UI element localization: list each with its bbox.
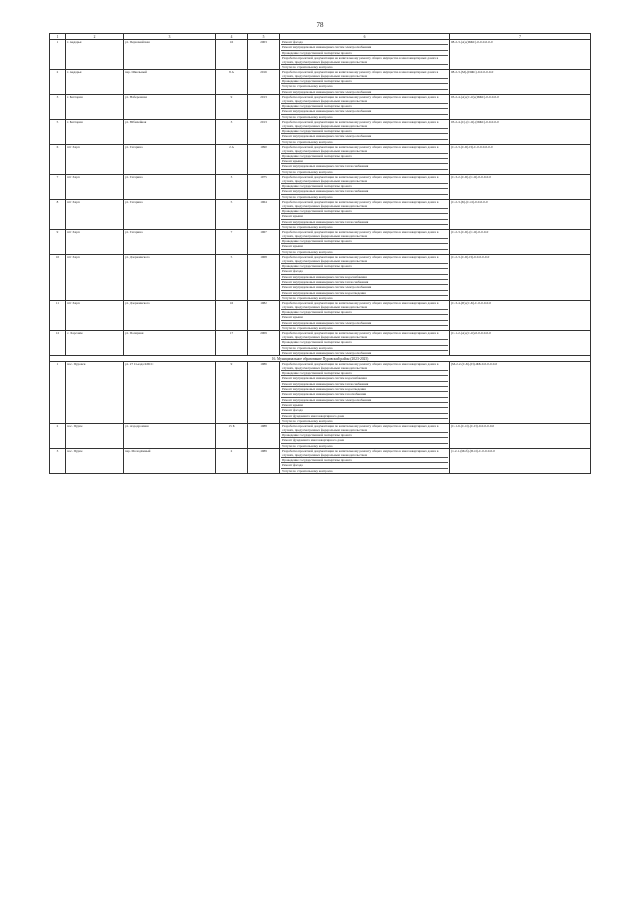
year-cell: 1967	[248, 230, 280, 255]
street-cell: ул. Гагарина	[124, 230, 216, 255]
street-cell: ул. Гагарина	[124, 175, 216, 200]
column-header: 3	[124, 34, 216, 40]
code-cell: (С-2-3-(С-Б)-П)-0-0-0-0-0-0	[450, 255, 591, 301]
house-number-cell: 2	[216, 449, 248, 474]
year-cell: 1982	[248, 301, 280, 331]
year-cell: 1968	[248, 255, 280, 301]
street-cell: ул. Юбилейная	[124, 119, 216, 144]
row-number: 10	[50, 255, 66, 301]
work-type-item: Ремонт крыши	[281, 159, 448, 164]
work-types-cell	[280, 230, 450, 255]
work-types-cell	[280, 175, 450, 200]
street-cell: ул. Набережная	[124, 95, 216, 120]
settlement-cell: г. Бахтарин	[66, 95, 124, 120]
work-types-cell	[280, 449, 450, 474]
table-row	[50, 40, 591, 70]
table-row	[50, 424, 591, 449]
work-type-item: Услуги по строительному контролю	[281, 346, 448, 351]
work-type-item: Услуги по строительному контролю	[282, 249, 333, 254]
work-type-item: Разработка проектной документации по капитальному ремонту общего имущества в многоквартирных домах в случаях, предусмотренных федеральным законодательством	[281, 449, 448, 458]
code-cell: (С-2-3-(Б)-(С-О)-0-0-0-0-0	[450, 199, 591, 229]
street-cell: ул. Дзержинского	[124, 255, 216, 301]
year-cell: 2003	[248, 40, 280, 70]
work-types-cell	[280, 144, 450, 174]
work-types-cell	[280, 255, 450, 301]
code-cell: (С-2-3-(С-Б)-П)-С-0-0-0-0-0-0	[450, 144, 591, 174]
work-types-cell	[280, 40, 450, 70]
house-number-cell: 8 А	[216, 70, 248, 95]
work-type-item: Ремонт крыши	[281, 214, 448, 219]
work-type-item: Ремонт внутридомовых инженерных систем теплоснабжения	[281, 164, 448, 169]
page-number: 78	[316, 21, 324, 29]
row-number: 2	[50, 424, 66, 449]
code-cell: 03-2-4-(А)-(С-О)-(ИЖС)-0-0-0-0-0	[450, 95, 591, 120]
work-type-item: Ремонт фасада	[281, 463, 448, 468]
house-number-cell: 16	[216, 40, 248, 70]
street-cell: ул. Первомайская	[124, 40, 216, 70]
work-type-item: Ремонт внутридомовых инженерных систем водоснабжения	[281, 275, 448, 280]
work-type-item: Услуги по строительному контролю	[282, 468, 333, 473]
house-number-cell: 9	[216, 95, 248, 120]
row-number: 8	[50, 199, 66, 229]
work-type-item: Услуги по строительному контролю	[282, 325, 333, 330]
street-cell: ул. Гагарина	[124, 144, 216, 174]
year-cell: 2013	[248, 95, 280, 120]
house-number-cell: 3	[216, 175, 248, 200]
row-number: 3	[50, 449, 66, 474]
work-type-item: Ремонт внутридомовых инженерных систем теплоснабжения	[281, 189, 448, 194]
work-type-item: Ремонт внутридомовых инженерных систем теплоснабжения	[281, 280, 448, 285]
table-row	[50, 230, 591, 255]
house-number-cell: 16	[216, 301, 248, 331]
work-type-item: Проведение государственной экспертизы проекта	[281, 433, 448, 438]
work-type-item: Разработка проектной документации по капитальному ремонту общего имущества в многоквартирных домах в случаях, предусмотренных федеральным законодательством	[281, 424, 448, 433]
work-types-cell	[280, 199, 450, 229]
column-header: 4	[216, 34, 248, 40]
work-types-cell	[280, 331, 450, 356]
settlement-cell: пгт Харп	[66, 144, 124, 174]
code-cell: (С-3-2-(С-Б)-(С-О)-0-0-0-0-0	[450, 175, 591, 200]
year-cell: 2009	[248, 331, 280, 356]
table-row	[50, 301, 591, 331]
table-row	[50, 70, 591, 95]
house-number-cell: 2 А	[216, 144, 248, 174]
work-type-item: Проведение государственной экспертизы проекта	[281, 209, 448, 214]
work-types-cell	[280, 119, 450, 144]
code-cell: (С-1-6-(С-О)-(С-П)-0-0-0-0-0-0	[450, 424, 591, 449]
work-type-item: Услуги по строительному контролю	[282, 114, 333, 119]
year-cell: 1986	[248, 362, 280, 424]
work-type-item: Разработка проектной документации на капитальному ремонту общего имущества в многоквартирных домах в случаях, предусмотренных федеральным законодательством	[281, 56, 448, 65]
street-cell: пер. Школьный	[124, 70, 216, 95]
work-type-item: Проведение государственной экспертизы проекта	[281, 129, 448, 134]
work-type-item: Проведение государственной экспертизы проекта	[281, 239, 448, 244]
work-type-item: Ремонт фасада	[281, 408, 448, 413]
work-type-item: Услуги по строительному контролю	[282, 295, 333, 300]
street-cell: ул. 27 Съезда КПСС	[124, 362, 216, 424]
work-type-item: Проведение государственной экспертизы проекта	[281, 51, 448, 56]
row-number: 9	[50, 230, 66, 255]
column-header: 2	[66, 34, 124, 40]
settlement-cell: г. Ақдарья	[66, 70, 124, 95]
work-type-item: Разработка проектной документации по капитальному ремонту общего имущества в многоквартирных домах в случаях, предусмотренных федеральным законодательством	[281, 120, 448, 129]
work-type-item: Услуги по строительному контролю	[281, 84, 448, 89]
code-cell: (М-2-2-(С-Б)-(П)-ЖБ-0-0-0-0-0-0	[450, 362, 591, 424]
settlement-cell: пгт Харп	[66, 199, 124, 229]
work-type-item: Ремонт внутридомовых инженерных систем электроснабжения	[282, 89, 372, 94]
house-number-cell: 15 Б	[216, 424, 248, 449]
work-type-item: Услуги по строительному контролю	[282, 443, 333, 448]
column-header: 1	[50, 34, 66, 40]
work-type-item: Проведение государственной экспертизы проекта	[281, 104, 448, 109]
code-cell: 03-2-4-(С)-(С-О)-(ИЖС)-0-0-0-0-0	[450, 119, 591, 144]
work-type-item: Ремонт фундамента многоквартирного дома	[281, 414, 448, 419]
work-type-item: Ремонт фундамента многоквартирного дома	[281, 438, 448, 443]
table-row	[50, 362, 591, 424]
table-row	[50, 331, 591, 356]
house-number-cell: 17	[216, 331, 248, 356]
work-type-item: Проведение государственной экспертизы проекта	[281, 154, 448, 159]
work-types-cell	[280, 70, 450, 95]
work-type-item: Ремонт крыши	[281, 403, 448, 408]
work-types-cell	[280, 362, 450, 424]
table-row	[50, 175, 591, 200]
work-type-item: Услуги по строительному контролю	[282, 224, 333, 229]
work-type-item: Ремонт внутридомовых инженерных систем электроснабжения	[281, 321, 448, 326]
settlement-cell: пос. Пуровск	[66, 362, 124, 424]
work-type-item: Ремонт фасада	[281, 40, 448, 45]
table-row	[50, 119, 591, 144]
house-number-cell: 3	[216, 119, 248, 144]
registry-body	[50, 40, 591, 474]
work-type-item: Ремонт внутридомовых инженерных систем водоотведения	[281, 291, 448, 296]
work-type-item: Разработка проектной документации по капитальному ремонту общего имущества в многоквартирных домах в случаях, предусмотренных федеральным законодательством	[281, 255, 448, 264]
settlement-cell: пгт Харп	[66, 175, 124, 200]
work-type-item: Ремонт внутридомовых инженерных систем теплоснабжения	[281, 220, 448, 225]
work-type-item: Ремонт внутридомовых инженерных систем теплоснабжения	[281, 382, 448, 387]
work-type-item: Ремонт внутридомовых инженерных систем электроснабжения	[282, 350, 372, 355]
work-type-item: Ремонт внутридомовых инженерных систем газоснабжения	[281, 392, 448, 397]
work-type-item: Проведение государственной экспертизы проекта	[281, 458, 448, 463]
house-number-cell: 5	[216, 255, 248, 301]
work-type-item: Разработка проектной документации по капитальному ремонту общего имущества в многоквартирных домах в случаях, предусмотренных федеральным законодательством	[281, 362, 448, 371]
code-cell: (1-2-1-(Моб)-(П-О)-С-0-0-0-0-0	[450, 449, 591, 474]
settlement-cell: г. Бахтарин	[66, 119, 124, 144]
code-cell: 08-2-3-(М)-(ИЖС)-0-0-0-0-0-0	[450, 70, 591, 95]
work-types-cell	[280, 301, 450, 331]
work-type-item: Услуги по строительному контролю	[282, 418, 333, 423]
street-cell: ул. Гагарина	[124, 199, 216, 229]
row-number: 12	[50, 331, 66, 356]
work-type-item: Проведение государственной экспертизы проекта	[281, 184, 448, 189]
column-header: 7	[450, 34, 591, 40]
year-cell: 1988	[248, 424, 280, 449]
work-type-item: Услуги по строительному контролю	[282, 169, 333, 174]
work-type-item: Разработка проектной документации по капитальному ремонту общего имущества в многоквартирных домах в случаях, предусмотренных федеральным законодательством	[281, 175, 448, 184]
repair-registry-table	[49, 33, 591, 474]
work-type-item: Разработка проектной документации по капитальному ремонту общего имущества в многоквартирных домах в случаях, предусмотренных федеральным законодательством	[281, 95, 448, 104]
code-cell: (С-2-3-(С-Б)-(С-О)-0-0-0-0	[450, 230, 591, 255]
street-cell: пер. Молодёжный	[124, 449, 216, 474]
code-cell: (С-1-2-(А)-(С-О)-0-0-0-0-0-0	[450, 331, 591, 356]
row-number: 1	[50, 40, 66, 70]
work-type-item: Услуги по строительному контролю	[282, 194, 333, 199]
row-number: 3	[50, 95, 66, 120]
work-type-item: Ремонт внутридомовых инженерных систем электроснабжения	[281, 134, 448, 139]
table-row	[50, 449, 591, 474]
work-type-item: Услуги по строительному контролю	[282, 139, 333, 144]
work-type-item: Проведение государственной экспертизы проекта	[281, 310, 448, 315]
code-cell: (С-3-4-(П)-(С-Б)-С-0-0-0-0-0	[450, 301, 591, 331]
row-number: 5	[50, 119, 66, 144]
year-cell: 2013	[248, 119, 280, 144]
house-number-cell: 5	[216, 199, 248, 229]
settlement-cell: пос. Пурпе	[66, 424, 124, 449]
table-row	[50, 199, 591, 229]
work-type-item: Проведение государственной экспертизы проекта	[281, 340, 448, 345]
work-types-cell	[280, 424, 450, 449]
section-title: 16. Муниципальное образование Пуровский район (2023-2025)	[50, 356, 591, 362]
row-number: 2	[50, 70, 66, 95]
street-cell: ул. Полярная	[124, 331, 216, 356]
house-number-cell: 7	[216, 230, 248, 255]
work-type-item: Ремонт внутридомовых инженерных систем водоснабжения	[281, 376, 448, 381]
settlement-cell: пгт Харп	[66, 255, 124, 301]
work-type-item: Ремонт крыши	[281, 315, 448, 320]
work-type-item: Услуги по строительному контролю	[282, 64, 333, 69]
row-number: 7	[50, 175, 66, 200]
work-type-item: Разработка проектной документации по капитальному ремонту общего имущества в многоквартирных домах в случаях, предусмотренных федеральным законодательством	[281, 331, 448, 340]
work-type-item: Ремонт внутридомовых инженерных систем электроснабжения	[281, 45, 448, 50]
work-type-item: Ремонт внутридомовых инженерных систем водоотведения	[281, 387, 448, 392]
table-row	[50, 95, 591, 120]
work-type-item: Разработка проектной документации по капитальному ремонту общего имущества в многоквартирных домах в случаях, предусмотренных федеральным законодательством	[281, 301, 448, 310]
code-cell: 08-2-3-(А)-(ИЖС)-0-0-0-0-0-0	[450, 40, 591, 70]
street-cell: ул. Аэродромная	[124, 424, 216, 449]
settlement-cell: пгт Харп	[66, 230, 124, 255]
year-cell: 1990	[248, 144, 280, 174]
year-cell: 1975	[248, 175, 280, 200]
column-header: 5	[248, 34, 280, 40]
work-type-item: Разработка проектной документации по капитальному ремонту общего имущества в многоквартирных домах в случаях, предусмотренных федеральным законодательством	[281, 145, 448, 154]
settlement-cell: г. Ақдарья	[66, 40, 124, 70]
settlement-cell: пгт Харп	[66, 301, 124, 331]
table-row	[50, 255, 591, 301]
work-types-cell	[280, 95, 450, 120]
work-type-item: Проведение государственной экспертизы проекта	[281, 79, 448, 84]
year-cell: 2016	[248, 70, 280, 95]
settlement-cell: пос. Пурпе	[66, 449, 124, 474]
settlement-cell: с. Харсаим	[66, 331, 124, 356]
work-type-item: Ремонт внутридомовых инженерных систем электроснабжения	[281, 285, 448, 290]
work-type-item: Ремонт фасада	[281, 269, 448, 274]
work-type-item: Ремонт внутридомовых инженерных систем электроснабжения	[281, 109, 448, 114]
work-type-item: Проведение государственной экспертизы проекта	[281, 264, 448, 269]
column-header: 6	[280, 34, 450, 40]
work-type-item: Разработка проектной документации по капитальному ремонту общего имущества в многоквартирных домах в случаях, предусмотренных федеральным законодательством	[281, 200, 448, 209]
work-type-item: Ремонт внутридомовых инженерных систем электроснабжения	[281, 398, 448, 403]
house-number-cell: 9	[216, 362, 248, 424]
street-cell: ул. Дзержинского	[124, 301, 216, 331]
table-row	[50, 144, 591, 174]
row-number: 6	[50, 144, 66, 174]
row-number: 11	[50, 301, 66, 331]
work-type-item: Проведение государственной экспертизы проекта	[281, 371, 448, 376]
year-cell: 1964	[248, 199, 280, 229]
work-type-item: Ремонт крыши	[281, 244, 448, 249]
work-type-item: Разработка проектной документации по капитальному ремонту общего имущества в многоквартирных домах в случаях, предусмотренных федеральным законодательством	[281, 230, 448, 239]
row-number: 1	[50, 362, 66, 424]
year-cell: 1989	[248, 449, 280, 474]
work-type-item: Разработка проектной документации на капитальному ремонту общего имущества в многоквартирных домах в случаях, предусмотренных федеральным законодательством	[281, 70, 448, 79]
